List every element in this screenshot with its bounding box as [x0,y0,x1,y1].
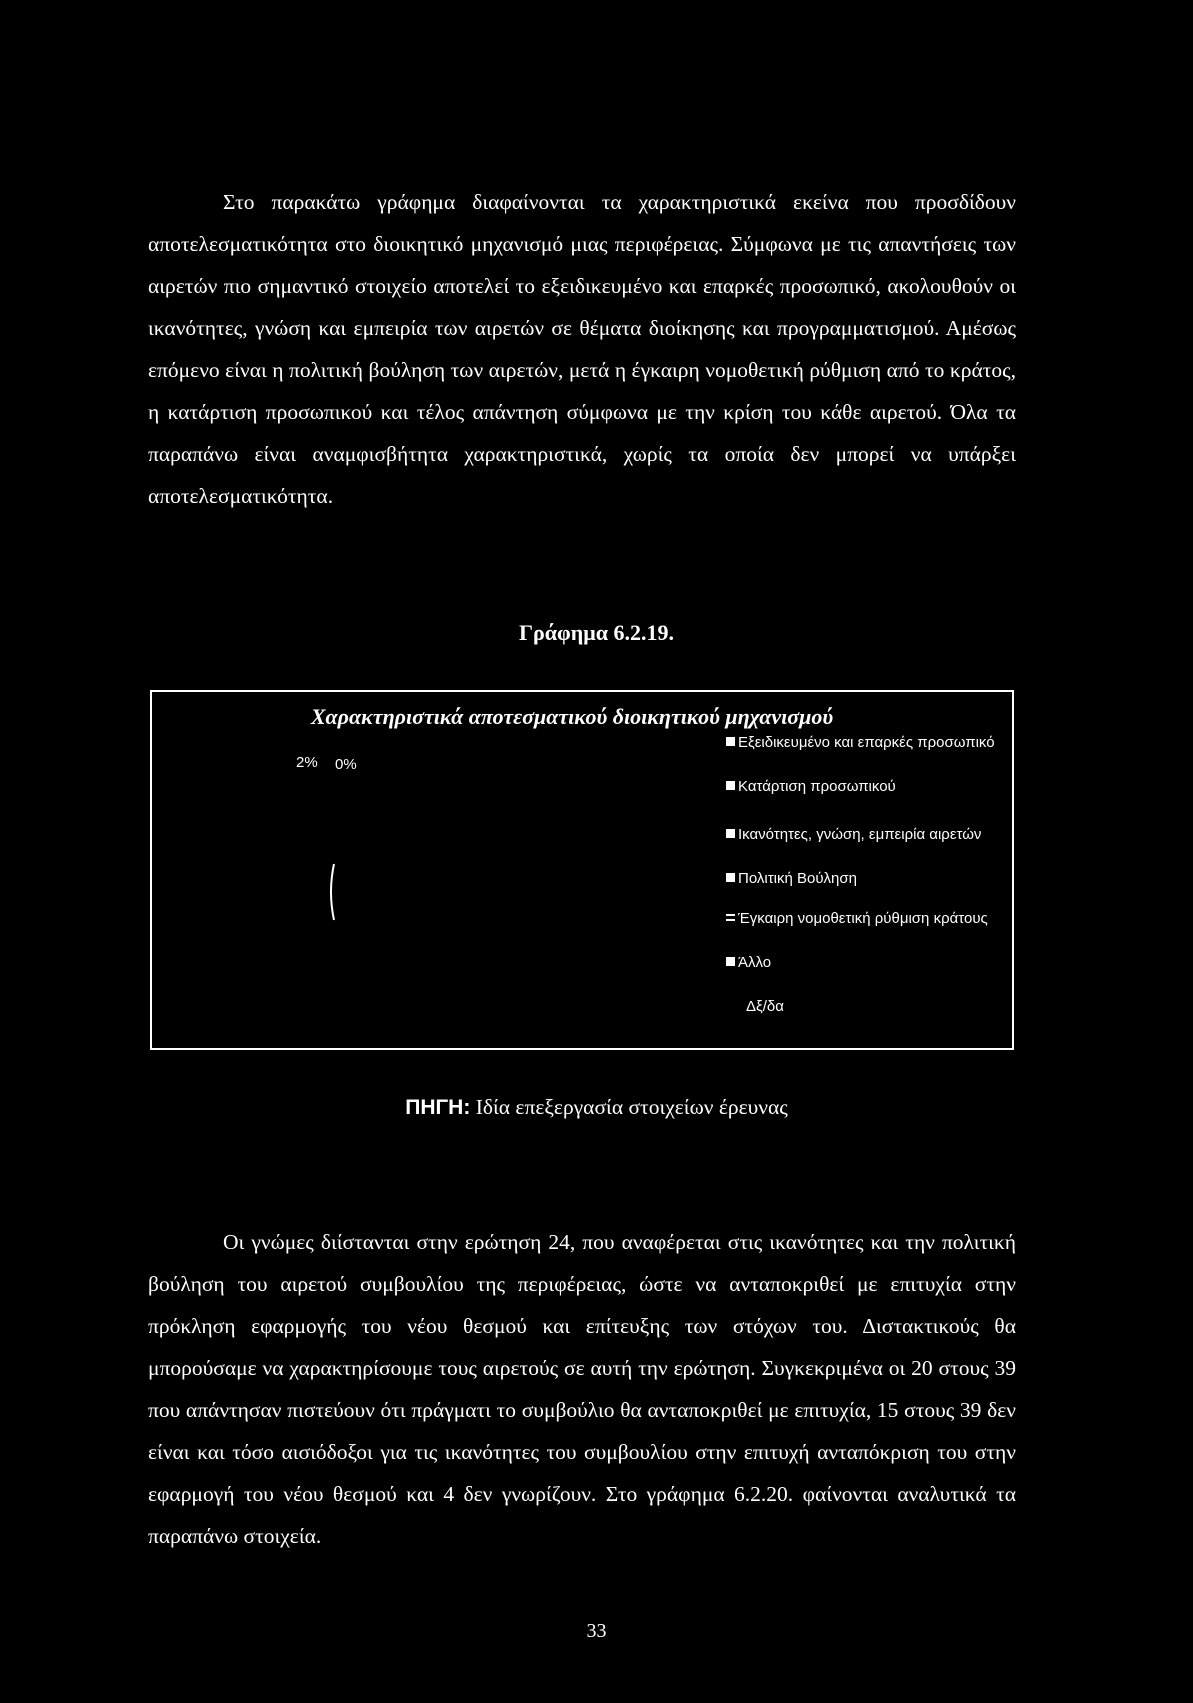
legend-item [726,996,1031,1017]
source-label: ΠΗΓΗ: [405,1096,471,1119]
legend-swatch [726,737,735,746]
legend-label: Πολιτική Βούληση [738,870,857,887]
legend-label: Έγκαιρη νομοθετική ρύθμιση κράτους [738,910,988,927]
legend-swatch [726,781,735,790]
figure-caption: Γράφημα 6.2.19. [518,620,675,645]
legend-item [726,908,1011,929]
legend-label: Άλλο [738,954,772,971]
legend-label: Κατάρτιση προσωπικού [738,778,896,795]
legend-swatch [726,873,735,882]
pie-data-label: 2% [296,754,318,771]
legend-item [726,952,1011,973]
legend-label: Δξ/δα [746,998,784,1015]
legend-swatch [726,829,735,838]
legend-item [726,824,1011,845]
legend-swatch [726,914,735,921]
chart-title: Χαρακτηριστικά αποτεσματικού διοικητικού μηχανισμού [310,704,834,729]
pie-chart [150,690,1014,1050]
legend-item [726,868,1011,889]
source-text: Ιδία επεξεργασία στοιχείων έρευνας [475,1095,788,1119]
page-number: 33 [586,1620,607,1642]
legend-item [726,732,1011,753]
pie-data-label: 0% [335,756,357,773]
paragraph-discussion: Οι γνώμες διίστανται στην ερώτηση 24, που αναφέρεται στις ικανότητες και την πολιτική βούληση του αιρετού συμβουλίου της περιφέρειας, ώστε να ανταποκριθεί με επιτυχία στην πρόκληση εφαρμογής του νέου θεσμού και επίτευξης των στόχων του. Διστακτικούς θα μπορούσαμε να χαρακτηρίσουμε τους αιρετούς σε αυτή την ερώτηση. Συγκεκριμένα οι 20 στους 39 που απάντησαν πιστεύουν ότι πράγματι το συμβούλιο θα ανταποκριθεί με επιτυχία, 15 στους 39 δεν είναι και τόσο αισιόδοξοι για τις ικανότητες του συμβουλίου στην επιτυχή ανταπόκριση του στην εφαρμογή του νέου θεσμού και 4 δεν γνωρίζουν. Στο γράφημα 6.2.20. φαίνονται αναλυτικά τα παραπάνω στοιχεία. [148,1230,1016,1548]
paragraph-intro: Στο παρακάτω γράφημα διαφαίνονται τα χαρακτηριστικά εκείνα που προσδίδουν αποτελεσματικότητα στο διοικητικό μηχανισμό μιας περιφέρειας. Σύμφωνα με τις απαντήσεις των αιρετών πιο σημαντικό στοιχείο αποτελεί το εξειδικευμένο και επαρκές προσωπικό, ακολουθούν οι ικανότητες, γνώση και εμπειρία των αιρετών σε θέματα διοίκησης και προγραμματισμού. Αμέσως επόμενο είναι η πολιτική βούληση των αιρετών, μετά η έγκαιρη νομοθετική ρύθμιση από το κράτος, η κατάρτιση προσωπικού και τέλος απάντηση σύμφωνα με την κρίση του κάθε αιρετού. Όλα τα παραπάνω είναι αναμφισβήτητα χαρακτηριστικά, χωρίς τα οποία δεν μπορεί να υπάρξει αποτελεσματικότητα. [148,190,1016,508]
legend-item [726,776,1011,797]
pie-slice-edge [326,862,346,922]
legend-swatch [726,957,735,966]
source-line [0,1095,1193,1120]
legend-label: Εξειδικευμένο και επαρκές προσωπικό [738,734,995,751]
legend-label: Ικανότητες, γνώση, εμπειρία αιρετών [738,826,982,843]
